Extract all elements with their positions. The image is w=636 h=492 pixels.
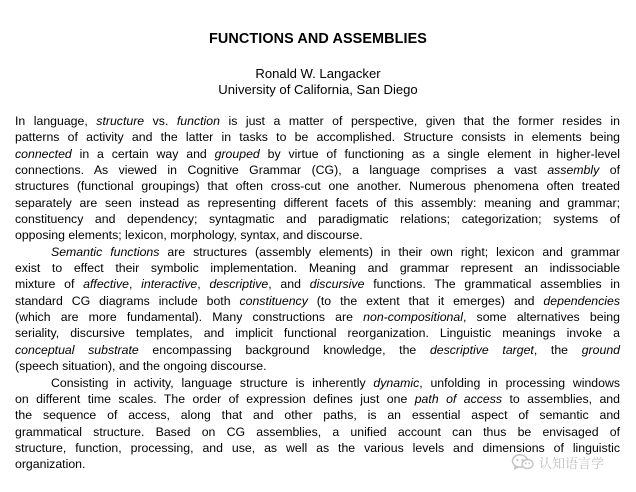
text-segment: Consisting in activity, language structure is inherently bbox=[51, 375, 374, 390]
text-line bbox=[15, 407, 620, 423]
text-segment: patterns of activity and the latter in tasks to be accomplished. Structure consists in elements being bbox=[15, 130, 620, 145]
text-line bbox=[15, 162, 620, 178]
italic-term: conceptual substrate bbox=[15, 342, 139, 357]
abstract-body bbox=[15, 113, 620, 473]
text-segment: , some alternatives being bbox=[462, 310, 620, 325]
text-segment: functions. The grammatical assemblies in bbox=[364, 277, 620, 292]
italic-term: descriptive target bbox=[429, 342, 534, 357]
text-line bbox=[15, 113, 620, 129]
italic-term: interactive bbox=[141, 277, 198, 292]
text-line bbox=[15, 325, 620, 341]
text-segment: structures (functional groupings) that often cross-cut one another. Numerous phenomena often treated bbox=[15, 179, 620, 194]
text-segment: , unfolding in processing windows bbox=[419, 375, 621, 390]
text-line bbox=[15, 293, 620, 309]
abstract-paragraph bbox=[15, 244, 620, 375]
text-segment: structure, function, processing, and use, as well as the various levels and dimensions of linguistic bbox=[15, 440, 620, 455]
text-segment: on different time scales. The order of expression defines just one bbox=[15, 391, 415, 406]
author-name: Ronald W. Langacker bbox=[255, 66, 381, 81]
text-segment: , the bbox=[533, 342, 582, 357]
text-line bbox=[15, 146, 620, 162]
text-segment: is just a matter of perspective, given that the former resides in bbox=[219, 114, 621, 128]
italic-term: grouped bbox=[214, 146, 260, 161]
italic-term: path of access bbox=[414, 391, 503, 406]
italic-term: non-compositional bbox=[363, 310, 463, 325]
text-line bbox=[15, 260, 620, 276]
italic-term: assembly bbox=[547, 163, 600, 178]
paper-title: FUNCTIONS AND ASSEMBLIES bbox=[209, 31, 427, 47]
author-affiliation: University of California, San Diego bbox=[218, 82, 418, 97]
text-segment: , bbox=[197, 277, 210, 292]
text-segment: are structures (assembly elements) in their own right; lexicon and grammar bbox=[159, 244, 620, 259]
text-segment: standard CG diagrams include both bbox=[15, 293, 240, 308]
text-line bbox=[15, 342, 620, 358]
text-segment: the sequence of access, along that and other paths, is an essential aspect of semantic and bbox=[15, 408, 620, 423]
text-segment: , bbox=[128, 277, 142, 292]
italic-term: affective bbox=[83, 277, 129, 292]
italic-term: Semantic functions bbox=[51, 244, 160, 259]
text-segment: opposing elements; lexicon, morphology, syntax, and discourse. bbox=[15, 228, 363, 243]
text-segment: organization. bbox=[15, 457, 86, 472]
watermark bbox=[511, 452, 604, 472]
text-segment: to assemblies, and bbox=[502, 391, 620, 406]
italic-term: constituency bbox=[239, 293, 308, 308]
italic-term: discursive bbox=[309, 277, 365, 292]
italic-term: structure bbox=[96, 114, 145, 128]
italic-term: ground bbox=[581, 342, 620, 357]
text-segment: vs. bbox=[144, 114, 177, 128]
text-segment: , and bbox=[268, 277, 310, 292]
text-line bbox=[15, 129, 620, 145]
text-line bbox=[15, 211, 620, 227]
text-segment: exist to effect their symbolic implementation. Meaning and grammar represent an indissociable bbox=[15, 261, 620, 276]
text-segment: (to the extent that it emerges) and bbox=[307, 293, 544, 308]
italic-term: function bbox=[176, 114, 220, 128]
text-segment: mixture of bbox=[15, 277, 84, 292]
italic-term: dynamic bbox=[373, 375, 420, 390]
abstract-paragraph bbox=[15, 113, 620, 244]
text-segment: connections. As viewed in Cognitive Grammar (CG), a language comprises a vast bbox=[15, 163, 548, 178]
text-line bbox=[15, 244, 620, 260]
text-segment: In language, bbox=[15, 114, 97, 128]
text-segment: in a certain way and bbox=[71, 146, 215, 161]
text-line bbox=[15, 358, 620, 374]
text-segment: encompassing background knowledge, the bbox=[138, 342, 430, 357]
text-line bbox=[15, 195, 620, 211]
text-segment: (speech situation), and the ongoing discourse. bbox=[15, 359, 267, 374]
text-segment: by virtue of functioning as a single element in higher-level bbox=[259, 146, 620, 161]
text-segment: of bbox=[599, 163, 620, 178]
text-line bbox=[15, 375, 620, 391]
text-line bbox=[15, 391, 620, 407]
italic-term: descriptive bbox=[209, 277, 269, 292]
text-line bbox=[15, 227, 620, 243]
text-segment: grammatical structure. Based on CG assemblies, a unified account can thus be envisaged of bbox=[15, 424, 620, 439]
text-line bbox=[15, 178, 620, 194]
text-segment: separately are seen instead as representing different facets of this assembly: meaning and grammar; bbox=[15, 195, 620, 210]
text-segment: seriality, discursive templates, and implicit functional reorganization. Linguistic meanings invoke a bbox=[15, 326, 620, 341]
text-line bbox=[15, 309, 620, 325]
italic-term: connected bbox=[15, 146, 72, 161]
watermark-text: 认知语言学 bbox=[539, 456, 605, 472]
text-segment: constituency and dependency; syntagmatic and paradigmatic relations; categorization; systems of bbox=[15, 212, 620, 227]
italic-term: dependencies bbox=[543, 293, 621, 308]
text-segment: (which are more fundamental). Many constructions are bbox=[15, 310, 364, 325]
text-line bbox=[15, 424, 620, 440]
wechat-icon bbox=[511, 453, 535, 471]
text-line bbox=[15, 276, 620, 292]
